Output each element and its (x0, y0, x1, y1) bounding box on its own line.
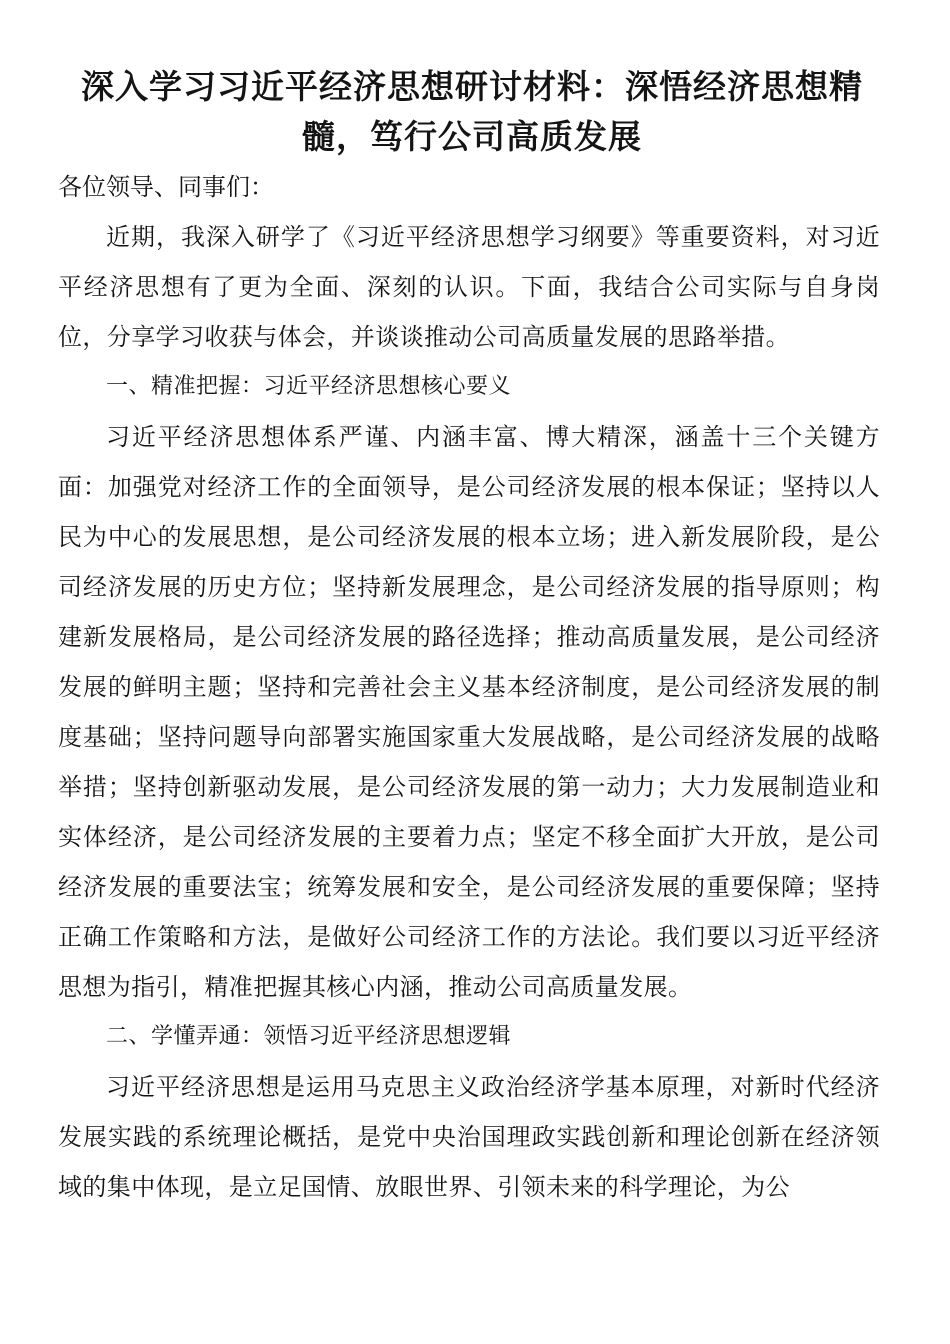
section-heading-2: 二、学懂弄通：领悟习近平经济思想逻辑 (106, 1024, 512, 1049)
salutation: 各位领导、同事们： (58, 173, 274, 201)
document-title: 深入学习习近平经济思想研讨材料：深悟经济思想精髓，笃行公司高质发展 (81, 67, 863, 156)
section-heading-1: 一、精准把握：习近平经济思想核心要义 (106, 374, 512, 399)
section-body-2: 习近平经济思想是运用马克思主义政治经济学基本原理，对新时代经济发展实践的系统理论概括，是党中央治国理政实践创新和理论创新在经济领域的集中体现，是立足国情、放眼世界、引领未来的科学理论，为公 (58, 1073, 880, 1201)
section-body-1: 习近平经济思想体系严谨、内涵丰富、博大精深，涵盖十三个关键方面：加强党对经济工作的全面领导，是公司经济发展的根本保证；坚持以人民为中心的发展思想，是公司经济发展的根本立场；进入新发展阶段，是公司经济发展的历史方位；坚持新发展理念，是公司经济发展的指导原则；构建新发展格局，是公司经济发展的路径选择；推动高质量发展，是公司经济发展的鲜明主题；坚持和完善社会主义基本经济制度，是公司经济发展的制度基础；坚持问题导向部署实施国家重大发展战略，是公司经济发展的战略举措；坚持创新驱动发展，是公司经济发展的第一动力；大力发展制造业和实体经济，是公司经济发展的主要着力点；坚定不移全面扩大开放，是公司经济发展的重要法宝；统筹发展和安全，是公司经济发展的重要保障；坚持正确工作策略和方法，是做好公司经济工作的方法论。我们要以习近平经济思想为指引，精准把握其核心内涵，推动公司高质量发展。 (58, 423, 880, 1001)
intro-paragraph: 近期，我深入研学了《习近平经济思想学习纲要》等重要资料，对习近平经济思想有了更为全面、深刻的认识。下面，我结合公司实际与自身岗位，分享学习收获与体会，并谈谈推动公司高质量发展的思路举措。 (58, 223, 880, 351)
